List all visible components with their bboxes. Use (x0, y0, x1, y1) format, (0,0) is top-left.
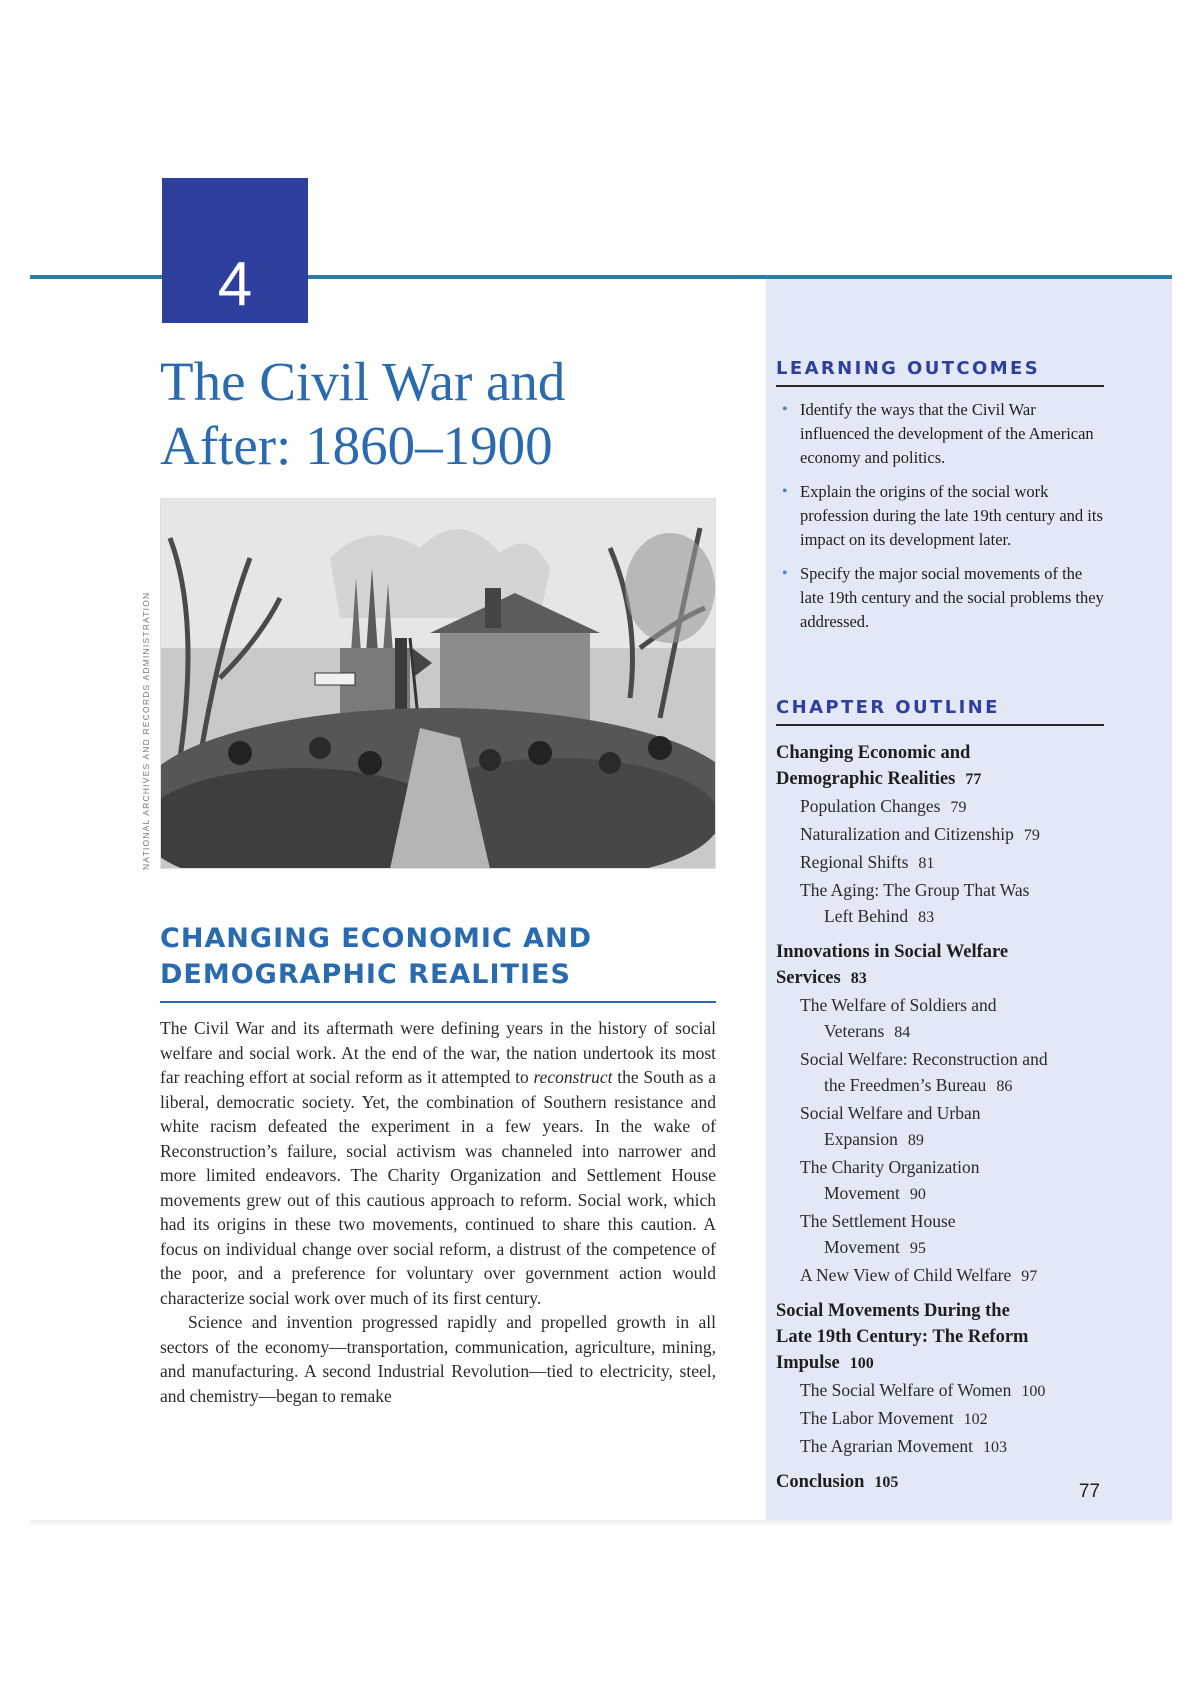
outline-section-title: Innovations in Social Welfare (776, 942, 1009, 962)
outline-subsection[interactable] (776, 1208, 1121, 1262)
paragraph-1-part-a: The Civil War and its aftermath were defining years in the history of social welfare and social work. At the end of the war, the nation undertook its most far reaching effort at social reform as it attempted to (160, 1018, 716, 1087)
outline-page-number: 84 (894, 1024, 911, 1041)
outline-subsection[interactable] (776, 1262, 1121, 1290)
outline-subsection[interactable] (776, 877, 1121, 931)
outline-section-title: Demographic Realities (776, 769, 956, 789)
outline-page-number: 103 (983, 1439, 1008, 1456)
outline-subsection-title: Veterans (824, 1021, 885, 1041)
outline-subsection-title: A New View of Child Welfare (800, 1265, 1012, 1285)
outline-subsection-title: Movement (824, 1237, 900, 1257)
outline-subsection[interactable] (776, 1046, 1121, 1100)
learning-outcome-item (778, 562, 1108, 634)
section-heading-line1: CHANGING ECONOMIC AND (160, 923, 593, 954)
paragraph-1-emphasis: reconstruct (533, 1067, 613, 1087)
outline-subsection-title: The Welfare of Soldiers and (800, 995, 997, 1015)
outline-subsection[interactable] (776, 1100, 1121, 1154)
learning-outcome-item (778, 480, 1108, 552)
outline-subsection-title: The Charity Organization (800, 1157, 980, 1177)
outline-subsection-title: The Settlement House (800, 1211, 956, 1231)
outline-page-number: 100 (849, 1355, 874, 1372)
outline-page-number: 102 (963, 1411, 988, 1428)
chapter-title-line2: After: 1860–1900 (160, 415, 553, 476)
outline-subsection-title: Naturalization and Citizenship (800, 824, 1014, 844)
chapter-number-box (162, 178, 308, 323)
outline-subsection-title: Movement (824, 1183, 900, 1203)
outline-subsection-title: The Labor Movement (800, 1408, 954, 1428)
learning-outcome-text: Specify the major social movements of the late 19th century and the social problems they addressed. (800, 564, 1104, 631)
outline-page-number: 83 (850, 970, 867, 987)
page-number: 77 (1078, 1481, 1100, 1502)
outline-subsection-title: Expansion (824, 1129, 898, 1149)
outline-subsection-title: Regional Shifts (800, 852, 909, 872)
outline-subsection-title: The Aging: The Group That Was (800, 880, 1030, 900)
bullet-icon: • (782, 401, 788, 418)
section-body (160, 1016, 716, 1408)
outline-subsection[interactable] (776, 821, 1121, 849)
outline-page-number: 79 (950, 799, 967, 816)
outline-page-number: 100 (1021, 1383, 1046, 1400)
outline-page-number: 89 (907, 1132, 924, 1149)
outline-section-title: Impulse (776, 1353, 840, 1373)
outline-subsection[interactable] (776, 992, 1121, 1046)
section-heading (160, 921, 716, 1003)
paragraph-1-part-b: the South as a liberal, democratic society. Yet, the combination of Southern resistance and white racism defeated the experiment in a few years. In the wake of Reconstruction’s failure, social activism was channeled into narrower and more limited endeavors. The Charity Organization and Settlement House movements grew out of this cautious approach to reform. Social work, which had its origins in these two movements, continued to share this caution. A focus on individual change over social reform, a distrust of the competence of the poor, and a preference for voluntary over government action would characterize social work over much of its first century. (160, 1067, 716, 1308)
outline-subsection[interactable] (776, 849, 1121, 877)
outline-subsection[interactable] (776, 1433, 1121, 1461)
outline-page-number: 105 (874, 1474, 899, 1491)
chapter-outline[interactable] (776, 740, 1121, 1496)
outline-section-title: Changing Economic and (776, 743, 971, 763)
outline-section-title: Social Movements During the (776, 1301, 1010, 1321)
outline-subsection-title: Population Changes (800, 796, 941, 816)
outline-section[interactable] (776, 1298, 1121, 1377)
outline-subsection-title: Left Behind (824, 906, 909, 926)
chapter-title (160, 350, 720, 478)
bullet-icon: • (782, 565, 788, 582)
paragraph-1 (160, 1016, 716, 1310)
outline-page-number: 90 (909, 1186, 926, 1203)
outline-section-title: Services (776, 968, 841, 988)
outline-subsection-title: The Social Welfare of Women (800, 1380, 1012, 1400)
bullet-icon: • (782, 483, 788, 500)
outline-page-number: 81 (918, 855, 935, 872)
outline-page-number: 83 (918, 909, 935, 926)
outline-subsection[interactable] (776, 1377, 1121, 1405)
chapter-title-line1: The Civil War and (160, 351, 566, 412)
outline-section-title: Conclusion (776, 1472, 865, 1492)
learning-outcomes-list (778, 398, 1108, 644)
learning-outcome-text: Identify the ways that the Civil War influenced the development of the American economy and politics. (800, 400, 1094, 467)
chapter-number: 4 (217, 250, 253, 319)
outline-subsection[interactable] (776, 1405, 1121, 1433)
paragraph-2: Science and invention progressed rapidly and propelled growth in all sectors of the economy—transportation, communication, agriculture, mining, and manufacturing. A second Industrial Revolution—tied to electricity, steel, and chemistry—began to remake (160, 1312, 716, 1406)
outline-page-number: 77 (965, 771, 982, 788)
learning-outcome-item (778, 398, 1108, 470)
outline-subsection[interactable] (776, 1154, 1121, 1208)
chapter-outline-heading: CHAPTER OUTLINE (776, 697, 1104, 726)
outline-subsection-title: Social Welfare and Urban (800, 1103, 981, 1123)
page-bottom-edge (30, 1520, 1172, 1526)
outline-subsection-title: The Agrarian Movement (800, 1436, 974, 1456)
learning-outcomes-heading: LEARNING OUTCOMES (776, 358, 1104, 387)
outline-section[interactable] (776, 740, 1121, 793)
outline-page-number: 86 (996, 1078, 1013, 1095)
outline-section-title: Late 19th Century: The Reform (776, 1327, 1029, 1347)
outline-page-number: 97 (1021, 1268, 1038, 1285)
engraving-illustration (160, 498, 716, 869)
outline-section[interactable] (776, 939, 1121, 992)
image-credit: NATIONAL ARCHIVES AND RECORDS ADMINISTRATION (141, 591, 151, 870)
learning-outcome-text: Explain the origins of the social work profession during the late 19th century and its impact on its development later. (800, 482, 1103, 549)
outline-page-number: 95 (909, 1240, 926, 1257)
outline-subsection-title: Social Welfare: Reconstruction and (800, 1049, 1048, 1069)
section-heading-line2: DEMOGRAPHIC REALITIES (160, 959, 571, 990)
outline-subsection-title: the Freedmen’s Bureau (824, 1075, 987, 1095)
outline-subsection[interactable] (776, 793, 1121, 821)
outline-page-number: 79 (1023, 827, 1040, 844)
